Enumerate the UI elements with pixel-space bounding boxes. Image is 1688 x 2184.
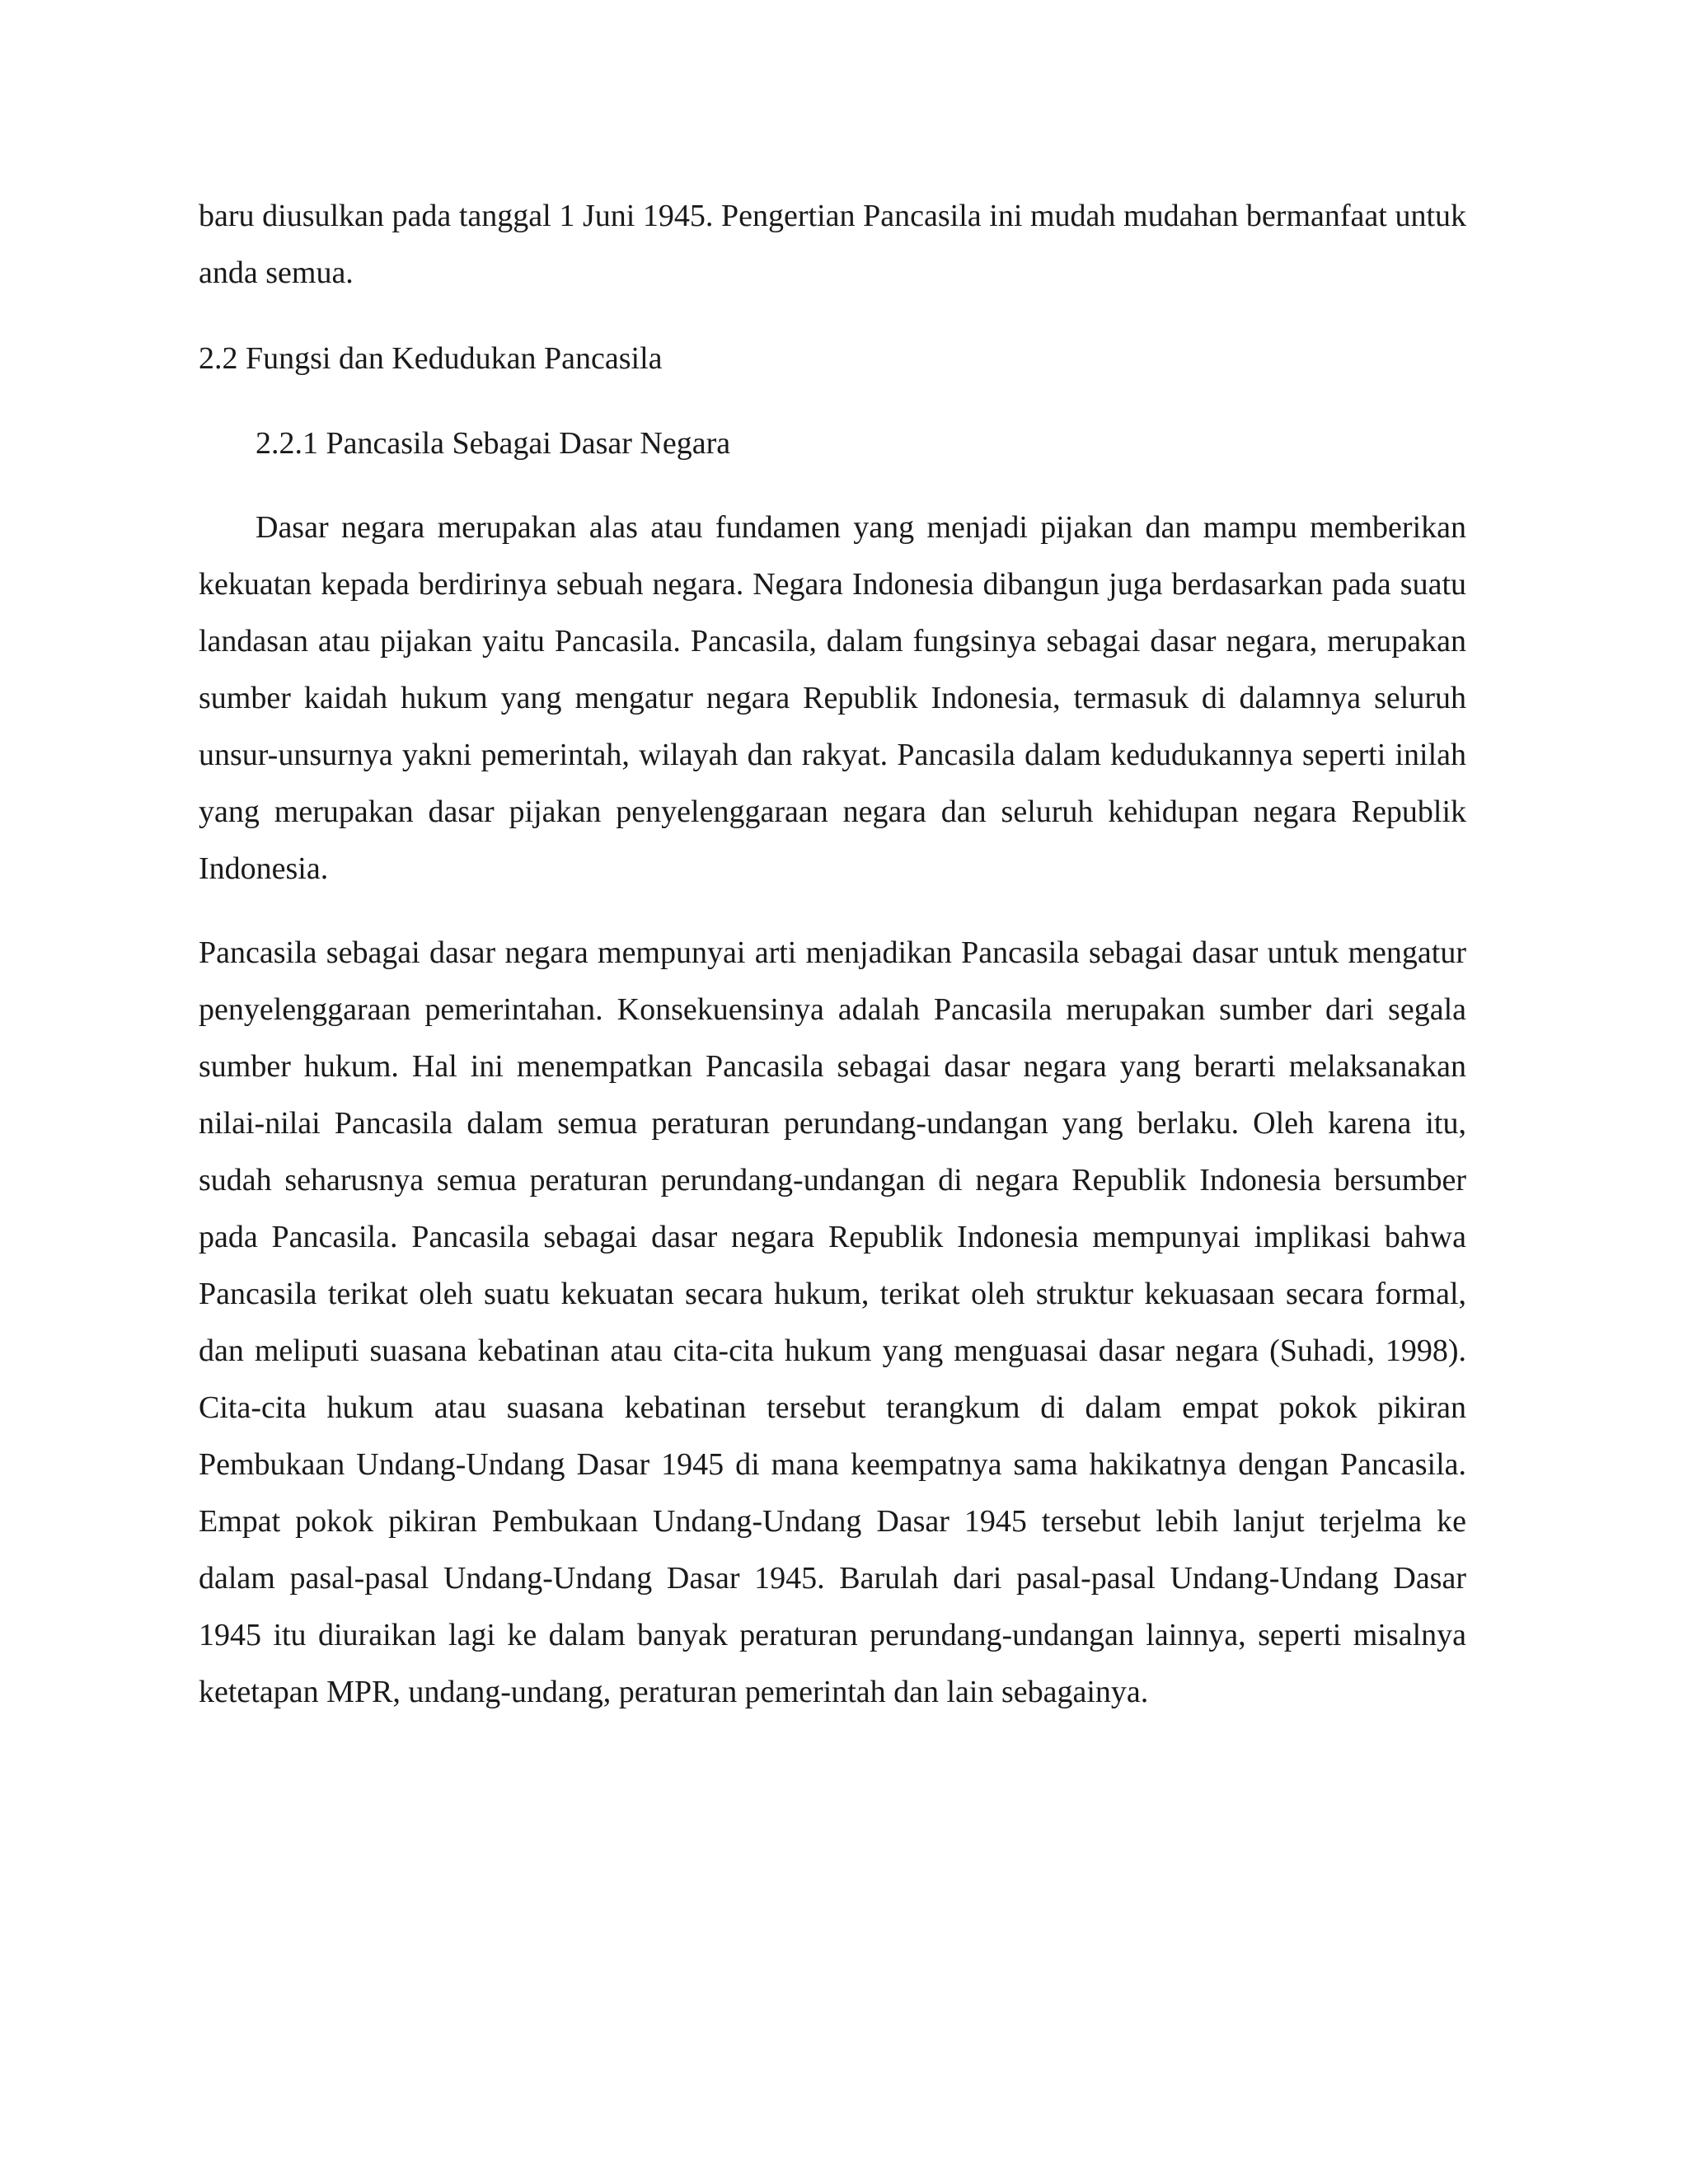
intro-paragraph: baru diusulkan pada tanggal 1 Juni 1945. Pengertian Pancasila ini mudah mudahan bermanfaat untuk anda semua. — [199, 199, 1466, 290]
section-heading: 2.2 Fungsi dan Kedudukan Pancasila — [199, 341, 663, 376]
body-paragraph: Pancasila sebagai dasar negara mempunyai arti menjadikan Pancasila sebagai dasar untuk mengatur penyelenggaraan pemerintahan. Konsekuensinya adalah Pancasila merupakan sumber dari segala sumber hukum. Hal ini menempatkan Pancasila sebagai dasar negara yang berarti melaksanakan nilai-nilai Pancasila dalam semua peraturan perundang-undangan yang berlaku. Oleh karena itu, sudah seharusnya semua peraturan perundang-undangan di negara Republik Indonesia bersumber pada Pancasila. Pancasila sebagai dasar negara Republik Indonesia mempunyai implikasi bahwa Pancasila terikat oleh suatu kekuatan secara hukum, terikat oleh struktur kekuasaan secara formal, dan meliputi suasana kebatinan atau cita-cita hukum yang menguasai dasar negara (Suhadi, 1998). Cita-cita hukum atau suasana kebatinan tersebut terangkum di dalam empat pokok pikiran Pembukaan Undang-Undang Dasar 1945 di mana keempatnya sama hakikatnya dengan Pancasila. Empat pokok pikiran Pembukaan Undang-Undang Dasar 1945 tersebut lebih lanjut terjelma ke dalam pasal-pasal Undang-Undang Dasar 1945. Barulah dari pasal-pasal Undang-Undang Dasar 1945 itu diuraikan lagi ke dalam banyak peraturan perundang-undangan lainnya, seperti misalnya ketetapan MPR, undang-undang, peraturan pemerintah dan lain sebagainya. — [199, 935, 1466, 1709]
body-paragraph: Dasar negara merupakan alas atau fundamen yang menjadi pijakan dan mampu memberikan kekuatan kepada berdirinya sebuah negara. Negara Indonesia dibangun juga berdasarkan pada suatu landasan atau pijakan yaitu Pancasila. Pancasila, dalam fungsinya sebagai dasar negara, merupakan sumber kaidah hukum yang mengatur negara Republik Indonesia, termasuk di dalamnya seluruh unsur-unsurnya yakni pemerintah, wilayah dan rakyat. Pancasila dalam kedudukannya seperti inilah yang merupakan dasar pijakan penyelenggaraan negara dan seluruh kehidupan negara Republik Indonesia. — [199, 510, 1466, 886]
subsection-heading: 2.2.1 Pancasila Sebagai Dasar Negara — [256, 426, 731, 461]
